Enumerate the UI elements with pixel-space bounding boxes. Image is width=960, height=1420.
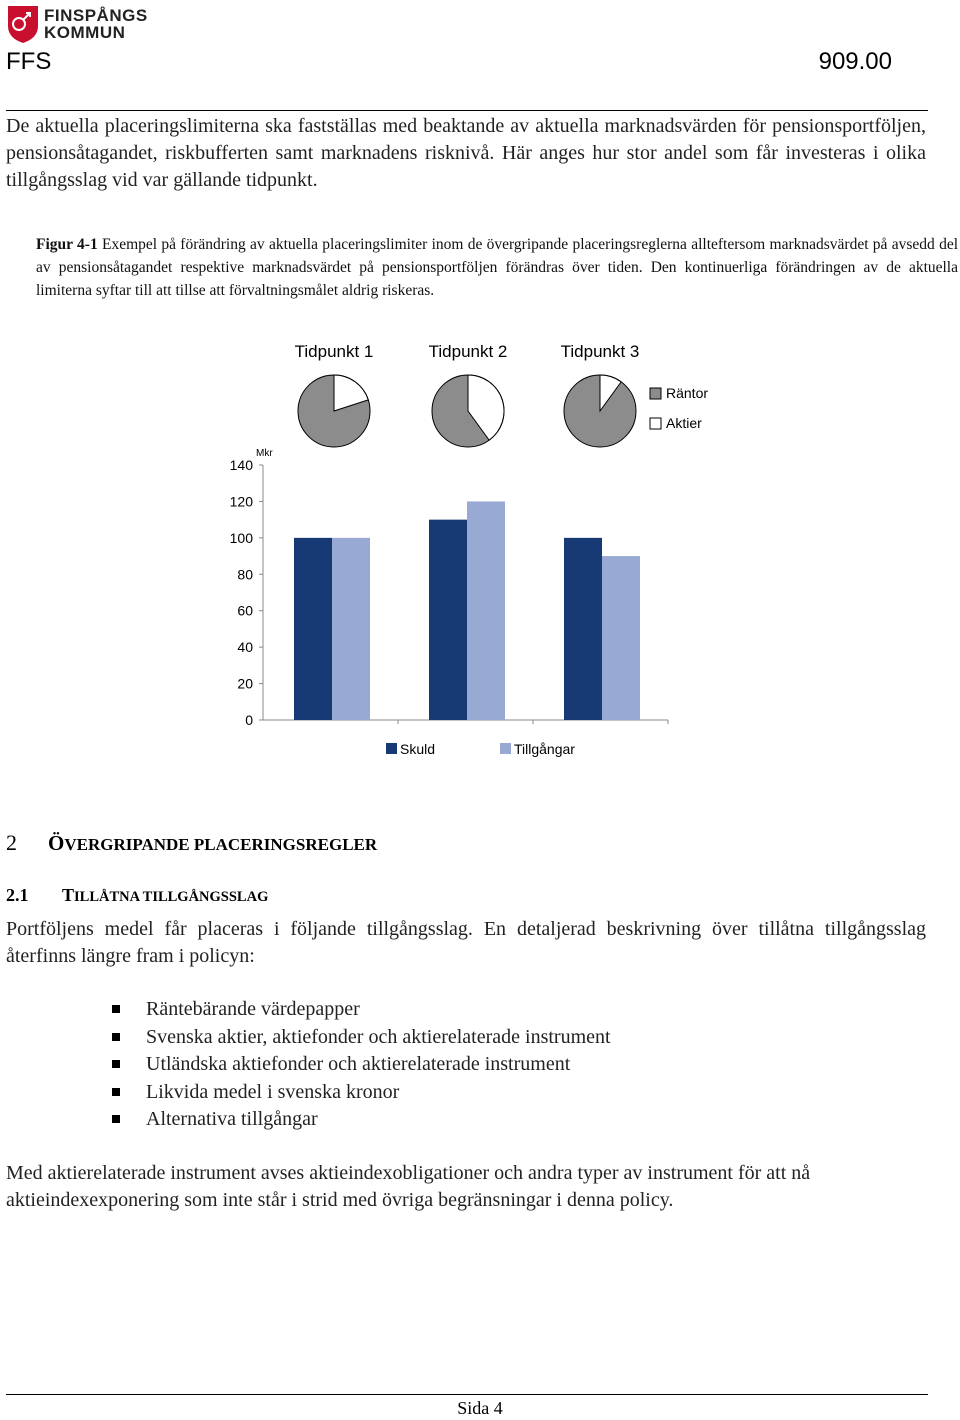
y-tick-label: 20 [237,675,253,692]
subsection-title-initial: T [62,885,75,905]
bullet-square-icon [112,1005,120,1013]
pie-title: Tidpunkt 2 [428,342,508,361]
bar-skuld [564,538,602,720]
figure-caption [36,233,958,302]
legend-swatch [650,418,661,429]
subsection-number: 2.1 [6,885,29,905]
bar-skuld [294,538,332,720]
list-item: Svenska aktier, aktiefonder och aktierelaterade instrument [146,1024,926,1052]
section-title-rest: VERGRIPANDE PLACERINGSREGLER [64,835,378,854]
asset-classes-paragraph: Portföljens medel får placeras i följande tillgångsslag. En detaljerad beskrivning över tillåtna tillgångsslag återfinns längre fram i policyn: [6,918,926,967]
subsection-heading [6,885,268,906]
list-item: Räntebärande värdepapper [146,996,926,1024]
y-tick-label: 140 [229,457,253,473]
subsection-title-rest: ILLÅTNA TILLGÅNGSSLAG [74,889,269,905]
bar-tillgångar [332,538,370,720]
pie-title: Tidpunkt 1 [294,342,374,361]
figure-caption-text: Exempel på förändring av aktuella placeringslimiter inom de övergripande placeringsreglerna allteftersom marknadsvärdet på avsedd del av pensionsåtagandet respektive marknadsvärdet på pensionsportföljen förändras över tiden. Den kontinuerliga förändringen av de aktuella limiterna syftar till att tillse att förvaltningsmålet aldrig riskeras. [36,236,958,299]
pie-charts [295,342,640,447]
bullet-square-icon [112,1088,120,1096]
list-item: Utländska aktiefonder och aktierelaterade instrument [146,1051,926,1079]
legend-swatch [500,743,511,754]
pie-legend [650,385,708,431]
y-tick-label: 80 [237,566,253,583]
bullet-square-icon [112,1060,120,1068]
legend-swatch [650,388,661,399]
y-axis-label: Mkr [256,448,273,459]
legend-label: Räntor [666,385,709,401]
header-code-right: 909.00 [818,48,892,75]
bullet-square-icon [112,1033,120,1041]
y-tick-label: 100 [229,529,253,546]
list-item: Likvida medel i svenska kronor [146,1079,926,1107]
legend-label: Aktier [666,415,702,431]
y-tick-label: 0 [245,712,253,728]
instruments-paragraph: Med aktierelaterade instrument avses aktieindexobligationer och andra typer av instrument för att nå aktieindexexponering som inte står i strid med övriga begränsningar i denna policy. [6,1162,811,1211]
figure-label: Figur 4-1 [36,236,98,253]
bullet-square-icon [112,1115,120,1123]
page-number: Sida 4 [457,1398,503,1418]
legend-swatch [386,743,397,754]
y-tick-label: 40 [237,639,253,656]
pie-title: Tidpunkt 3 [560,342,640,361]
bar-chart [230,448,668,757]
bar-skuld [429,520,467,720]
figure-chart [0,330,960,770]
y-tick-label: 120 [229,493,253,510]
asset-class-list [146,996,926,1134]
section-number: 2 [6,830,17,855]
intro-paragraph: De aktuella placeringslimiterna ska fastställas med beaktande av aktuella marknadsvärden för pensionsportföljen, pensionsåtagandet, riskbufferten samt marknadens risknivå. Här anges hur stor andel som får investeras i olika tillgångsslag vid var gällande tidpunkt. [6,115,926,191]
logo-line1: FINSPÅNGS [44,6,148,25]
header-divider [6,110,928,111]
section-title-initial: Ö [48,831,65,855]
legend-label: Skuld [400,741,436,757]
list-item: Alternativa tillgångar [146,1106,926,1134]
municipality-logo [6,4,166,44]
bar-tillgångar [602,556,640,720]
logo-line2: KOMMUN [44,23,126,42]
bar-tillgångar [467,501,505,720]
header-code-left: FFS [6,48,52,75]
coat-of-arms-icon [6,4,40,44]
footer-divider [6,1394,928,1395]
y-tick-label: 60 [237,602,253,619]
section-heading [6,830,377,856]
legend-label: Tillgångar [514,741,575,757]
